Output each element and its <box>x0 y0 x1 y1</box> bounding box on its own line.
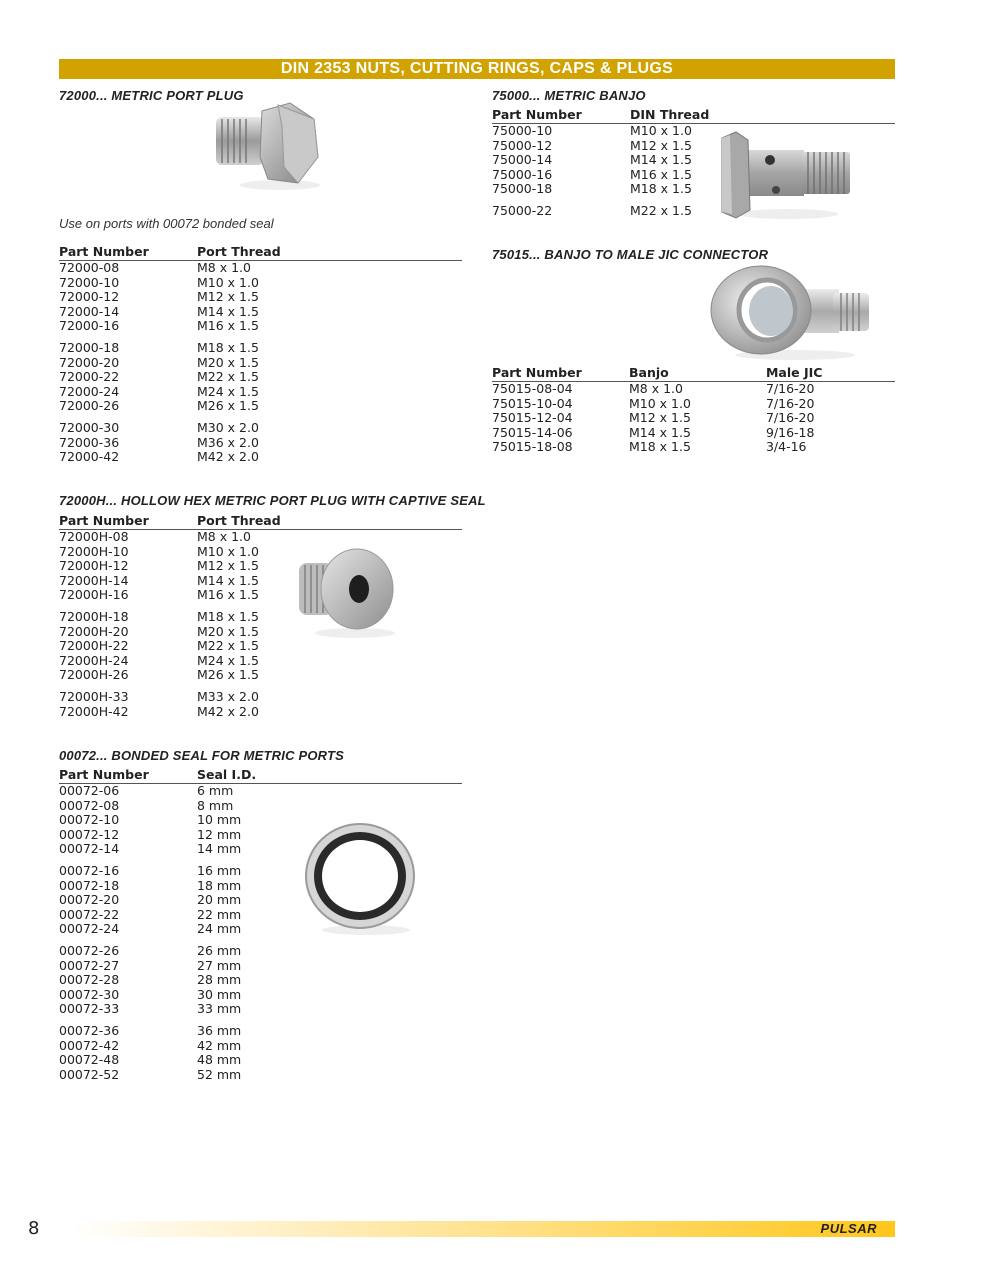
banjo-bolt-image <box>718 130 858 220</box>
table-row: 72000-22 M22 x 1.5 <box>59 369 259 385</box>
port-plug-note: Use on ports with 00072 bonded seal <box>59 216 274 231</box>
table-row: 00072-06 6 mm <box>59 783 234 798</box>
table-row: 72000-16 M16 x 1.5 <box>59 318 259 334</box>
col-header: DIN Thread <box>630 107 710 122</box>
table-row: 75015-10-04 M10 x 1.0 7/16-20 <box>492 395 815 411</box>
table-row: 00072-10 10 mm <box>59 812 242 828</box>
pulsar-logo: PULSAR <box>820 1221 877 1236</box>
table-row: 00072-48 48 mm <box>59 1052 242 1068</box>
table-row: 75015-14-06 M14 x 1.5 9/16-18 <box>492 424 815 440</box>
table-row: 72000-36 M36 x 2.0 <box>59 434 259 450</box>
banjo-jic-table <box>492 366 895 455</box>
table-row: 72000-12 M12 x 1.5 <box>59 289 259 305</box>
table-row: 72000H-20 M20 x 1.5 <box>59 623 259 639</box>
table-row: 72000-18 M18 x 1.5 <box>59 339 259 355</box>
table-row: 72000-24 M24 x 1.5 <box>59 383 259 399</box>
col-header: Part Number <box>59 244 149 259</box>
bonded-seal-image <box>302 822 427 937</box>
hollow-hex-plug-image <box>295 545 405 640</box>
table-row: 75000-10 M10 x 1.0 <box>492 123 692 138</box>
port-plug-table <box>59 245 462 465</box>
table-row: 00072-22 22 mm <box>59 906 242 922</box>
table-row: 75000-14 M14 x 1.5 <box>492 152 692 168</box>
table-row: 00072-20 20 mm <box>59 892 242 908</box>
page-title: DIN 2353 NUTS, CUTTING RINGS, CAPS & PLUGS <box>280 60 674 77</box>
table-row: 72000H-18 M18 x 1.5 <box>59 608 259 624</box>
table-row: 72000H-42 M42 x 2.0 <box>59 703 259 719</box>
table-row: 00072-30 30 mm <box>59 986 242 1002</box>
section-title-hollow-hex: 72000H... HOLLOW HEX METRIC PORT PLUG WITH CAPTIVE SEAL <box>59 493 486 508</box>
table-row: 75000-16 M16 x 1.5 <box>492 166 692 182</box>
table-row: 00072-26 26 mm <box>59 942 242 958</box>
table-row: 72000H-24 M24 x 1.5 <box>59 652 259 668</box>
table-row: 72000-30 M30 x 2.0 <box>59 419 259 435</box>
table-row: 00072-12 12 mm <box>59 826 242 842</box>
table-row: 00072-24 24 mm <box>59 921 242 937</box>
section-title-banjo: 75000... METRIC BANJO <box>492 88 646 103</box>
table-row: 72000-20 M20 x 1.5 <box>59 354 259 370</box>
table-row: 00072-36 36 mm <box>59 1022 242 1038</box>
table-row: 75000-18 M18 x 1.5 <box>492 181 692 197</box>
col-header: Part Number <box>59 513 149 528</box>
col-header: Banjo <box>628 365 669 380</box>
table-row: 75015-08-04 M8 x 1.0 7/16-20 <box>492 381 815 396</box>
section-title-port-plug: 72000... METRIC PORT PLUG <box>59 88 244 103</box>
table-row: 72000H-08 M8 x 1.0 <box>59 529 251 544</box>
section-title-banjo-jic: 75015... BANJO TO MALE JIC CONNECTOR <box>492 247 769 262</box>
col-header: Port Thread <box>197 513 281 528</box>
table-row: 72000-14 M14 x 1.5 <box>59 303 259 319</box>
hex-port-plug-image <box>210 97 325 192</box>
table-row: 00072-18 18 mm <box>59 877 242 893</box>
table-row: 72000H-14 M14 x 1.5 <box>59 572 259 588</box>
table-row: 00072-16 16 mm <box>59 862 242 878</box>
table-row: 72000H-22 M22 x 1.5 <box>59 638 259 654</box>
col-header: Seal I.D. <box>197 767 257 782</box>
table-row: 72000-42 M42 x 2.0 <box>59 449 259 465</box>
table-row: 75015-12-04 M12 x 1.5 7/16-20 <box>492 410 815 426</box>
table-row: 72000-26 M26 x 1.5 <box>59 398 259 414</box>
col-header: Part Number <box>492 365 582 380</box>
col-header: Port Thread <box>197 244 281 259</box>
col-header: Part Number <box>59 767 149 782</box>
table-row: 72000-10 M10 x 1.0 <box>59 274 259 290</box>
footer-bar <box>70 1221 895 1237</box>
table-row: 72000H-33 M33 x 2.0 <box>59 688 259 704</box>
table-row: 75015-18-08 M18 x 1.5 3/4-16 <box>492 439 807 455</box>
table-row: 00072-14 14 mm <box>59 841 242 857</box>
table-row: 72000H-26 M26 x 1.5 <box>59 667 259 683</box>
table-row: 75000-22 M22 x 1.5 <box>492 202 692 218</box>
col-header: Male JIC <box>765 365 823 380</box>
table-row: 00072-42 42 mm <box>59 1037 242 1053</box>
table-row: 72000H-12 M12 x 1.5 <box>59 558 259 574</box>
page-number: 8 <box>28 1218 40 1239</box>
table-row: 00072-28 28 mm <box>59 972 242 988</box>
table-row: 00072-33 33 mm <box>59 1001 242 1017</box>
table-row: 00072-08 8 mm <box>59 797 234 813</box>
page-header-banner <box>59 59 895 79</box>
table-row: 75000-12 M12 x 1.5 <box>492 137 692 153</box>
table-row: 72000H-16 M16 x 1.5 <box>59 587 259 603</box>
table-row: 00072-27 27 mm <box>59 957 242 973</box>
table-row: 72000H-10 M10 x 1.0 <box>59 543 259 559</box>
banjo-jic-connector-image <box>705 265 875 363</box>
section-title-bonded-seal: 00072... BONDED SEAL FOR METRIC PORTS <box>59 748 345 763</box>
col-header: Part Number <box>492 107 582 122</box>
table-row: 00072-52 52 mm <box>59 1066 242 1082</box>
table-row: 72000-08 M8 x 1.0 <box>59 260 251 275</box>
